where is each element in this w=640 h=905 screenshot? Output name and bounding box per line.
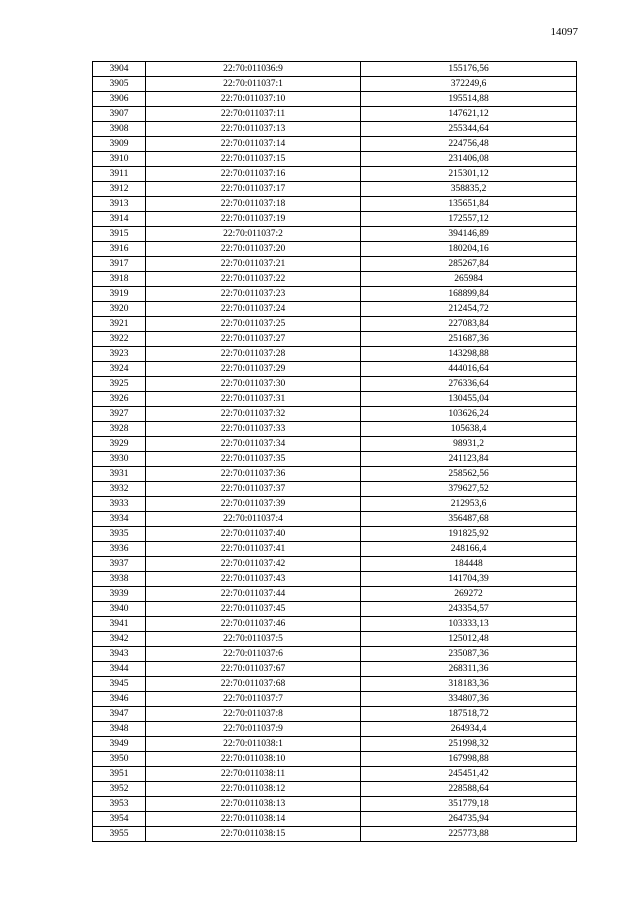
- cadastral-value-cell: 265984: [361, 272, 577, 287]
- table-row: [93, 62, 577, 77]
- cadastral-number-cell: 22:70:011037:40: [146, 527, 361, 542]
- row-number-cell: 3911: [93, 167, 146, 182]
- row-number-cell: 3955: [93, 827, 146, 842]
- cadastral-value-cell: 251998,32: [361, 737, 577, 752]
- table-row: [93, 167, 577, 182]
- cadastral-value-cell: 125012,48: [361, 632, 577, 647]
- cadastral-value-cell: 168899,84: [361, 287, 577, 302]
- table-row: [93, 377, 577, 392]
- row-number-cell: 3923: [93, 347, 146, 362]
- cadastral-number-cell: 22:70:011037:68: [146, 677, 361, 692]
- row-number-cell: 3952: [93, 782, 146, 797]
- row-number-cell: 3932: [93, 482, 146, 497]
- cadastral-number-cell: 22:70:011037:31: [146, 392, 361, 407]
- cadastral-value-cell: 258562,56: [361, 467, 577, 482]
- cadastral-value-cell: 143298,88: [361, 347, 577, 362]
- row-number-cell: 3922: [93, 332, 146, 347]
- table-row: [93, 362, 577, 377]
- cadastral-value-cell: 103626,24: [361, 407, 577, 422]
- cadastral-number-cell: 22:70:011037:16: [146, 167, 361, 182]
- cadastral-value-cell: 268311,36: [361, 662, 577, 677]
- cadastral-number-cell: 22:70:011037:37: [146, 482, 361, 497]
- cadastral-number-cell: 22:70:011038:12: [146, 782, 361, 797]
- table-row: [93, 122, 577, 137]
- cadastral-value-cell: 172557,12: [361, 212, 577, 227]
- cadastral-number-cell: 22:70:011037:7: [146, 692, 361, 707]
- cadastral-value-cell: 184448: [361, 557, 577, 572]
- table-row: [93, 287, 577, 302]
- table-row: [93, 572, 577, 587]
- row-number-cell: 3906: [93, 92, 146, 107]
- table-row: [93, 302, 577, 317]
- row-number-cell: 3953: [93, 797, 146, 812]
- table-row: [93, 197, 577, 212]
- cadastral-number-cell: 22:70:011037:28: [146, 347, 361, 362]
- cadastral-value-cell: 98931,2: [361, 437, 577, 452]
- cadastral-value-cell: 130455,04: [361, 392, 577, 407]
- row-number-cell: 3930: [93, 452, 146, 467]
- table-row: [93, 737, 577, 752]
- cadastral-value-cell: 235087,36: [361, 647, 577, 662]
- cadastral-number-cell: 22:70:011037:5: [146, 632, 361, 647]
- cadastral-number-cell: 22:70:011037:27: [146, 332, 361, 347]
- row-number-cell: 3920: [93, 302, 146, 317]
- cadastral-value-cell: 167998,88: [361, 752, 577, 767]
- cadastral-number-cell: 22:70:011037:32: [146, 407, 361, 422]
- table-row: [93, 77, 577, 92]
- cadastral-value-cell: 255344,64: [361, 122, 577, 137]
- cadastral-number-cell: 22:70:011038:14: [146, 812, 361, 827]
- cadastral-value-cell: 191825,92: [361, 527, 577, 542]
- cadastral-number-cell: 22:70:011037:9: [146, 722, 361, 737]
- table-row: [93, 452, 577, 467]
- cadastral-number-cell: 22:70:011037:29: [146, 362, 361, 377]
- table-body: [93, 62, 577, 842]
- table-row: [93, 92, 577, 107]
- cadastral-number-cell: 22:70:011037:8: [146, 707, 361, 722]
- table-row: [93, 182, 577, 197]
- row-number-cell: 3907: [93, 107, 146, 122]
- row-number-cell: 3914: [93, 212, 146, 227]
- cadastral-number-cell: 22:70:011037:10: [146, 92, 361, 107]
- row-number-cell: 3943: [93, 647, 146, 662]
- cadastral-number-cell: 22:70:011037:33: [146, 422, 361, 437]
- table-row: [93, 827, 577, 842]
- row-number-cell: 3940: [93, 602, 146, 617]
- cadastral-value-cell: 264934,4: [361, 722, 577, 737]
- table-row: [93, 617, 577, 632]
- cadastral-number-cell: 22:70:011037:43: [146, 572, 361, 587]
- row-number-cell: 3949: [93, 737, 146, 752]
- cadastral-value-cell: 135651,84: [361, 197, 577, 212]
- cadastral-value-cell: 105638,4: [361, 422, 577, 437]
- cadastral-number-cell: 22:70:011037:23: [146, 287, 361, 302]
- cadastral-number-cell: 22:70:011038:11: [146, 767, 361, 782]
- row-number-cell: 3927: [93, 407, 146, 422]
- cadastral-number-cell: 22:70:011037:30: [146, 377, 361, 392]
- cadastral-number-cell: 22:70:011037:17: [146, 182, 361, 197]
- row-number-cell: 3931: [93, 467, 146, 482]
- table-row: [93, 707, 577, 722]
- cadastral-value-cell: 187518,72: [361, 707, 577, 722]
- row-number-cell: 3937: [93, 557, 146, 572]
- cadastral-value-cell: 195514,88: [361, 92, 577, 107]
- page-number: 14097: [550, 26, 578, 38]
- table-row: [93, 812, 577, 827]
- cadastral-value-cell: 224756,48: [361, 137, 577, 152]
- table-row: [93, 782, 577, 797]
- row-number-cell: 3951: [93, 767, 146, 782]
- table-row: [93, 257, 577, 272]
- row-number-cell: 3905: [93, 77, 146, 92]
- table-row: [93, 332, 577, 347]
- cadastral-number-cell: 22:70:011037:35: [146, 452, 361, 467]
- table-row: [93, 542, 577, 557]
- table-row: [93, 107, 577, 122]
- cadastral-value-cell: 103333,13: [361, 617, 577, 632]
- cadastral-value-cell: 379627,52: [361, 482, 577, 497]
- cadastral-number-cell: 22:70:011038:10: [146, 752, 361, 767]
- row-number-cell: 3941: [93, 617, 146, 632]
- cadastral-value-cell: 228588,64: [361, 782, 577, 797]
- row-number-cell: 3934: [93, 512, 146, 527]
- table-row: [93, 752, 577, 767]
- cadastral-number-cell: 22:70:011037:22: [146, 272, 361, 287]
- cadastral-value-cell: 248166,4: [361, 542, 577, 557]
- cadastral-number-cell: 22:70:011037:67: [146, 662, 361, 677]
- cadastral-number-cell: 22:70:011037:46: [146, 617, 361, 632]
- table-row: [93, 467, 577, 482]
- cadastral-value-cell: 444016,64: [361, 362, 577, 377]
- row-number-cell: 3933: [93, 497, 146, 512]
- row-number-cell: 3946: [93, 692, 146, 707]
- row-number-cell: 3913: [93, 197, 146, 212]
- cadastral-number-cell: 22:70:011037:34: [146, 437, 361, 452]
- cadastral-number-cell: 22:70:011037:36: [146, 467, 361, 482]
- cadastral-number-cell: 22:70:011037:44: [146, 587, 361, 602]
- cadastral-value-cell: 351779,18: [361, 797, 577, 812]
- cadastral-number-cell: 22:70:011037:19: [146, 212, 361, 227]
- table-row: [93, 587, 577, 602]
- cadastral-value-cell: 251687,36: [361, 332, 577, 347]
- cadastral-value-cell: 147621,12: [361, 107, 577, 122]
- cadastral-value-cell: 264735,94: [361, 812, 577, 827]
- cadastral-number-cell: 22:70:011037:15: [146, 152, 361, 167]
- table-row: [93, 497, 577, 512]
- row-number-cell: 3942: [93, 632, 146, 647]
- table-row: [93, 392, 577, 407]
- table-row: [93, 602, 577, 617]
- cadastral-number-cell: 22:70:011037:1: [146, 77, 361, 92]
- cadastral-number-cell: 22:70:011038:13: [146, 797, 361, 812]
- cadastral-value-cell: 394146,89: [361, 227, 577, 242]
- row-number-cell: 3928: [93, 422, 146, 437]
- table-row: [93, 767, 577, 782]
- row-number-cell: 3916: [93, 242, 146, 257]
- row-number-cell: 3924: [93, 362, 146, 377]
- cadastral-value-cell: 358835,2: [361, 182, 577, 197]
- cadastral-number-cell: 22:70:011037:18: [146, 197, 361, 212]
- cadastral-value-cell: 334807,36: [361, 692, 577, 707]
- cadastral-number-cell: 22:70:011037:4: [146, 512, 361, 527]
- row-number-cell: 3919: [93, 287, 146, 302]
- cadastral-number-cell: 22:70:011037:42: [146, 557, 361, 572]
- table-row: [93, 482, 577, 497]
- table-row: [93, 242, 577, 257]
- row-number-cell: 3921: [93, 317, 146, 332]
- cadastral-value-cell: 241123,84: [361, 452, 577, 467]
- table-row: [93, 557, 577, 572]
- table-row: [93, 227, 577, 242]
- row-number-cell: 3939: [93, 587, 146, 602]
- row-number-cell: 3917: [93, 257, 146, 272]
- cadastral-value-cell: 227083,84: [361, 317, 577, 332]
- cadastral-value-cell: 215301,12: [361, 167, 577, 182]
- cadastral-value-cell: 180204,16: [361, 242, 577, 257]
- table-row: [93, 662, 577, 677]
- row-number-cell: 3947: [93, 707, 146, 722]
- table-row: [93, 212, 577, 227]
- cadastral-value-cell: 245451,42: [361, 767, 577, 782]
- table-row: [93, 407, 577, 422]
- cadastral-number-cell: 22:70:011037:11: [146, 107, 361, 122]
- row-number-cell: 3904: [93, 62, 146, 77]
- row-number-cell: 3912: [93, 182, 146, 197]
- cadastral-number-cell: 22:70:011037:14: [146, 137, 361, 152]
- cadastral-value-cell: 372249,6: [361, 77, 577, 92]
- cadastral-value-cell: 141704,39: [361, 572, 577, 587]
- table-row: [93, 137, 577, 152]
- table-row: [93, 437, 577, 452]
- table-row: [93, 722, 577, 737]
- cadastral-value-cell: 212953,6: [361, 497, 577, 512]
- cadastral-number-cell: 22:70:011038:15: [146, 827, 361, 842]
- cadastral-number-cell: 22:70:011037:25: [146, 317, 361, 332]
- cadastral-number-cell: 22:70:011037:6: [146, 647, 361, 662]
- table-row: [93, 272, 577, 287]
- table-row: [93, 512, 577, 527]
- row-number-cell: 3936: [93, 542, 146, 557]
- cadastral-number-cell: 22:70:011037:39: [146, 497, 361, 512]
- row-number-cell: 3910: [93, 152, 146, 167]
- table-row: [93, 527, 577, 542]
- cadastral-value-cell: 155176,56: [361, 62, 577, 77]
- cadastral-value-cell: 269272: [361, 587, 577, 602]
- cadastral-number-cell: 22:70:011037:24: [146, 302, 361, 317]
- row-number-cell: 3926: [93, 392, 146, 407]
- cadastral-number-cell: 22:70:011037:13: [146, 122, 361, 137]
- row-number-cell: 3948: [93, 722, 146, 737]
- row-number-cell: 3954: [93, 812, 146, 827]
- row-number-cell: 3938: [93, 572, 146, 587]
- cadastral-value-cell: 243354,57: [361, 602, 577, 617]
- row-number-cell: 3935: [93, 527, 146, 542]
- cadastral-value-cell: 231406,08: [361, 152, 577, 167]
- cadastral-number-cell: 22:70:011036:9: [146, 62, 361, 77]
- cadastral-number-cell: 22:70:011038:1: [146, 737, 361, 752]
- table-row: [93, 422, 577, 437]
- row-number-cell: 3909: [93, 137, 146, 152]
- cadastral-value-table: [92, 61, 577, 842]
- cadastral-number-cell: 22:70:011037:45: [146, 602, 361, 617]
- row-number-cell: 3915: [93, 227, 146, 242]
- table-row: [93, 317, 577, 332]
- row-number-cell: 3918: [93, 272, 146, 287]
- cadastral-number-cell: 22:70:011037:2: [146, 227, 361, 242]
- table-row: [93, 647, 577, 662]
- table-row: [93, 632, 577, 647]
- table-row: [93, 347, 577, 362]
- row-number-cell: 3950: [93, 752, 146, 767]
- table-row: [93, 677, 577, 692]
- cadastral-value-cell: 285267,84: [361, 257, 577, 272]
- row-number-cell: 3944: [93, 662, 146, 677]
- cadastral-value-cell: 225773,88: [361, 827, 577, 842]
- table-row: [93, 152, 577, 167]
- row-number-cell: 3908: [93, 122, 146, 137]
- cadastral-value-cell: 276336,64: [361, 377, 577, 392]
- row-number-cell: 3925: [93, 377, 146, 392]
- cadastral-value-cell: 356487,68: [361, 512, 577, 527]
- row-number-cell: 3929: [93, 437, 146, 452]
- cadastral-number-cell: 22:70:011037:41: [146, 542, 361, 557]
- cadastral-value-cell: 318183,36: [361, 677, 577, 692]
- row-number-cell: 3945: [93, 677, 146, 692]
- cadastral-value-cell: 212454,72: [361, 302, 577, 317]
- cadastral-number-cell: 22:70:011037:20: [146, 242, 361, 257]
- table-row: [93, 692, 577, 707]
- table-row: [93, 797, 577, 812]
- cadastral-number-cell: 22:70:011037:21: [146, 257, 361, 272]
